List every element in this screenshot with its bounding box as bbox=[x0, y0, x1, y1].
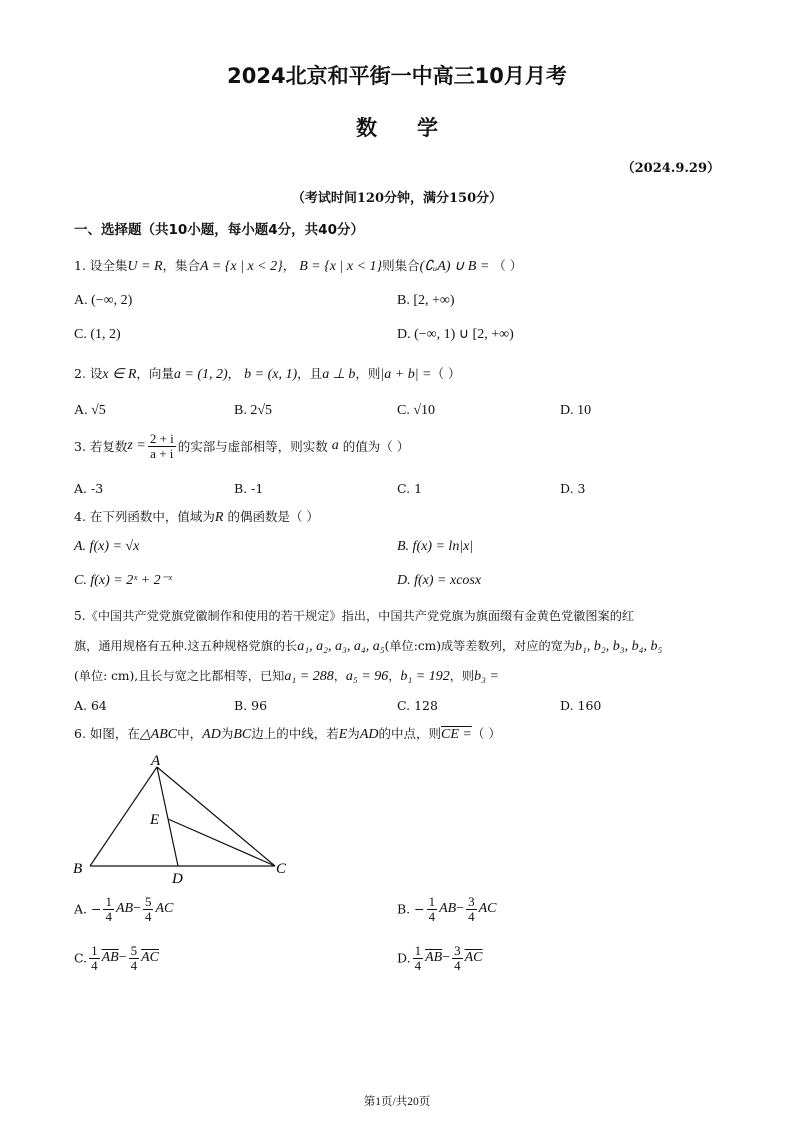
q6-c-frac-2-num: 5 bbox=[130, 943, 138, 958]
q5-l3-text-b: ， bbox=[333, 669, 346, 683]
q1-option-c-text: C. (1, 2) bbox=[74, 327, 121, 342]
exam-title: 2024北京和平街一中高三10月月考 bbox=[227, 64, 567, 88]
q6-text-d: 边上的中线，若 bbox=[251, 726, 339, 741]
q6-b-term-1: AB bbox=[439, 901, 457, 917]
q5-option-d-text: D. 160 bbox=[560, 698, 602, 713]
question-5-line-1: 5.《中国共产党党旗党徽制作和使用的若干规定》指出，中国共产党党旗为旗面缀有金黄色党徽图案的红 bbox=[74, 609, 635, 623]
q4-option-a-text: A. f(x) = √x bbox=[74, 539, 140, 554]
q5-option-d bbox=[560, 698, 601, 713]
q6-d-frac-2-den: 4 bbox=[454, 957, 461, 973]
question-5-line-2 bbox=[74, 637, 662, 655]
question-4-stem bbox=[74, 507, 319, 526]
q6-c-frac-2-den: 4 bbox=[130, 957, 138, 973]
q4-option-b bbox=[397, 538, 473, 555]
q4-option-d-text: D. f(x) = xcosx bbox=[397, 573, 482, 588]
question-3-stem bbox=[74, 432, 409, 460]
exam-info: （考试时间120分钟，满分150分） bbox=[291, 191, 503, 206]
q3-z-eq: z = bbox=[127, 438, 146, 454]
q2-text-a: 2. 设 bbox=[74, 366, 103, 381]
q1-option-a-text: A. (−∞, 2) bbox=[74, 293, 133, 308]
q6-option-b bbox=[397, 895, 497, 923]
q2-option-b bbox=[234, 402, 272, 419]
q3-option-a bbox=[74, 481, 103, 496]
q1-set-a: A = {x | x < 2} bbox=[200, 259, 283, 274]
q2-perpendicular: a ⊥ b bbox=[322, 367, 356, 382]
q2-option-a bbox=[74, 402, 106, 419]
q6-a-mid: − bbox=[133, 901, 141, 917]
q5-l2-text-b: (单位:cm)成等差数列，对应的宽为 bbox=[384, 639, 576, 653]
q6-option-c bbox=[74, 944, 159, 972]
q5-option-b bbox=[234, 698, 267, 713]
q1-option-a bbox=[74, 292, 132, 309]
q1-option-b bbox=[397, 292, 455, 309]
question-6-stem bbox=[74, 724, 501, 743]
q6-blank: （ ） bbox=[471, 726, 501, 741]
q3-text-b: 的实部与虚部相等，则实数 bbox=[177, 439, 328, 455]
q6-c-prefix: C. bbox=[74, 950, 88, 966]
q3-denominator: a + i bbox=[150, 445, 174, 461]
q5-b1: b₁ = 192 bbox=[400, 669, 450, 684]
q3-option-b-text: B. -1 bbox=[234, 481, 264, 496]
q2-option-c-text: C. √10 bbox=[397, 403, 436, 418]
question-5-line-3 bbox=[74, 667, 499, 685]
q6-d-mid: − bbox=[442, 950, 451, 966]
q5-l3-text-a: (单位: cm),且长与宽之比都相等，已知 bbox=[74, 669, 285, 683]
q4-option-c bbox=[74, 572, 172, 589]
q2-text-d: ，则 bbox=[355, 366, 381, 381]
q4-option-a bbox=[74, 538, 139, 555]
q1-option-c bbox=[74, 326, 121, 343]
q2-option-b-text: B. 2√5 bbox=[234, 403, 273, 418]
q3-option-c-text: C. 1 bbox=[397, 481, 423, 496]
q2-vector-b: b = (x, 1) bbox=[244, 367, 298, 382]
vertex-label-b: B bbox=[73, 861, 83, 877]
question-1-stem bbox=[74, 256, 522, 275]
q5-seq-a: a₁, a₂, a₃, a₄, a₅ bbox=[297, 639, 385, 654]
q5-l3-text-d: ，则 bbox=[449, 669, 475, 683]
q4-option-b-text: B. f(x) = ln|x| bbox=[397, 539, 474, 554]
q2-vector-a: a = (1, 2) bbox=[173, 367, 228, 382]
q2-option-d-text: D. 10 bbox=[560, 403, 592, 418]
q6-b-frac-1-den: 4 bbox=[428, 908, 436, 924]
q6-a-prefix: A. − bbox=[74, 901, 102, 917]
q6-triangle: △ABC bbox=[139, 727, 178, 742]
q6-d-term-2: $\overline{AC}$ bbox=[464, 950, 483, 966]
q5-b3: b₃ = bbox=[474, 669, 499, 684]
q6-a-frac-1 bbox=[103, 895, 114, 923]
q6-b-frac-2 bbox=[466, 895, 477, 923]
point-label-d: D bbox=[172, 871, 183, 887]
q6-bc: BC bbox=[233, 727, 252, 742]
q1-option-d-text: D. (−∞, 1) ∪ [2, +∞) bbox=[397, 327, 514, 342]
q4-option-d bbox=[397, 572, 481, 589]
q4-var-r: R bbox=[214, 510, 224, 525]
q6-text-a: 6. 如图，在 bbox=[74, 726, 140, 741]
q3-option-d-text: D. 3 bbox=[560, 481, 586, 496]
q6-c-frac-1 bbox=[89, 944, 100, 972]
q6-d-prefix: D. bbox=[397, 950, 411, 966]
q6-d-frac-2-num: 3 bbox=[454, 943, 461, 958]
q1-option-d bbox=[397, 326, 514, 343]
vertex-label-a: A bbox=[151, 753, 161, 769]
q5-a1: a₁ = 288 bbox=[284, 669, 334, 684]
q5-option-a-text: A. 64 bbox=[74, 698, 107, 713]
q6-vector-ce: CE = bbox=[441, 727, 472, 742]
triangle-figure bbox=[68, 752, 298, 887]
q6-d-frac-1 bbox=[413, 944, 424, 972]
question-2-stem bbox=[74, 364, 460, 383]
q6-b-frac-1-num: 1 bbox=[428, 894, 436, 909]
q3-fraction bbox=[148, 432, 176, 460]
q2-x-in-r: x ∈ R bbox=[102, 367, 137, 382]
q3-option-b bbox=[234, 481, 263, 496]
q6-e: E bbox=[338, 727, 348, 742]
q3-option-c bbox=[397, 481, 422, 496]
q5-option-c bbox=[397, 698, 438, 713]
q6-b-frac-1 bbox=[427, 895, 438, 923]
exam-date: （2024.9.29） bbox=[621, 161, 720, 176]
q2-option-d bbox=[560, 402, 591, 419]
q1-set-b: B = {x | x < 1} bbox=[299, 259, 383, 274]
q6-a-frac-2 bbox=[143, 895, 154, 923]
q1-universal-set: U = R bbox=[127, 259, 163, 274]
q5-seq-b: b₁, b₂, b₃, b₄, b₅ bbox=[575, 639, 663, 654]
q1-blank: （ ） bbox=[493, 258, 523, 273]
q6-a-frac-1-den: 4 bbox=[105, 908, 112, 924]
q6-b-frac-2-den: 4 bbox=[468, 908, 475, 924]
q6-d-term-1: $\overline{AB}$ bbox=[425, 950, 443, 966]
q6-d-frac-1-num: 1 bbox=[414, 943, 422, 958]
subject-title: 数学 bbox=[356, 116, 478, 140]
q5-option-b-text: B. 96 bbox=[234, 698, 268, 713]
q1-text-b: ，集合 bbox=[162, 258, 201, 273]
q3-numerator: 2 + i bbox=[149, 431, 174, 446]
q6-c-frac-2 bbox=[129, 944, 140, 972]
q6-text-e: 为 bbox=[347, 726, 360, 741]
q6-c-mid: − bbox=[118, 950, 127, 966]
q6-ad-2: AD bbox=[359, 727, 379, 742]
q5-option-a bbox=[74, 698, 107, 713]
q3-text-a: 3. 若复数 bbox=[74, 439, 128, 455]
side-ab bbox=[90, 767, 160, 866]
page-number: 第1页/共20页 bbox=[363, 1096, 431, 1108]
q6-c-frac-1-den: 4 bbox=[91, 957, 98, 973]
q6-option-d bbox=[397, 944, 482, 972]
q1-option-b-text: B. [2, +∞) bbox=[397, 293, 455, 308]
q3-option-d bbox=[560, 481, 585, 496]
q6-text-c: 为 bbox=[220, 726, 234, 741]
q6-d-frac-1-den: 4 bbox=[414, 957, 422, 973]
q1-text-a: 1. 设全集 bbox=[74, 258, 128, 273]
q6-text-b: 中， bbox=[177, 726, 203, 741]
q6-option-a bbox=[74, 895, 173, 923]
q6-a-frac-1-num: 1 bbox=[105, 894, 112, 909]
q2-text-b: ，向量 bbox=[136, 366, 174, 381]
q6-a-frac-2-num: 5 bbox=[144, 894, 152, 909]
section-heading: 一、选择题（共10小题，每小题4分，共40分） bbox=[74, 222, 364, 238]
q2-option-a-text: A. √5 bbox=[74, 403, 106, 418]
q6-ad: AD bbox=[202, 727, 221, 742]
q5-a5: a₅ = 96 bbox=[345, 669, 389, 684]
q5-l3-text-c: ， bbox=[388, 669, 401, 683]
q6-c-frac-1-num: 1 bbox=[91, 943, 98, 958]
q6-a-term-2: AC bbox=[155, 901, 174, 917]
q3-option-a-text: A. -3 bbox=[74, 481, 104, 496]
q6-b-prefix: B. − bbox=[397, 901, 425, 917]
q6-b-term-2: AC bbox=[478, 901, 497, 917]
q6-d-frac-2 bbox=[452, 944, 463, 972]
q6-a-term-1: AB bbox=[115, 901, 134, 917]
q6-text-f: 的中点，则 bbox=[378, 726, 441, 741]
q6-b-frac-2-num: 3 bbox=[468, 894, 475, 909]
q4-text-a: 4. 在下列函数中，值域为 bbox=[74, 509, 215, 524]
q6-c-term-1: $\overline{AB}$ bbox=[101, 950, 119, 966]
q2-text-c: ，且 bbox=[297, 366, 323, 381]
q4-option-c-text: C. f(x) = 2ˣ + 2⁻ˣ bbox=[74, 573, 172, 588]
q3-var-a: a bbox=[331, 438, 339, 454]
q2-option-c bbox=[397, 402, 435, 419]
q3-text-c: 的值为（ ） bbox=[342, 439, 410, 455]
point-label-e: E bbox=[150, 812, 160, 828]
q1-expression: (∁ᵤA) ∪ B = bbox=[419, 259, 490, 274]
q6-b-mid: − bbox=[456, 901, 465, 917]
q6-a-frac-2-den: 4 bbox=[144, 908, 152, 924]
q5-l2-text-a: 旗，通用规格有五种.这五种规格党旗的长 bbox=[74, 639, 298, 653]
q2-sep: ， bbox=[227, 366, 241, 381]
q2-blank: （ ） bbox=[431, 366, 461, 381]
q1-sep: ， bbox=[282, 258, 296, 273]
vertex-label-c: C bbox=[276, 861, 287, 877]
segment-ec bbox=[168, 819, 275, 866]
q5-option-c-text: C. 128 bbox=[397, 698, 438, 713]
q6-c-term-2: $\overline{AC}$ bbox=[141, 950, 159, 966]
q4-text-b: 的偶函数是（ ） bbox=[227, 509, 319, 524]
q2-norm: |a + b| = bbox=[380, 367, 432, 382]
q1-text-c: 则集合 bbox=[382, 258, 420, 273]
